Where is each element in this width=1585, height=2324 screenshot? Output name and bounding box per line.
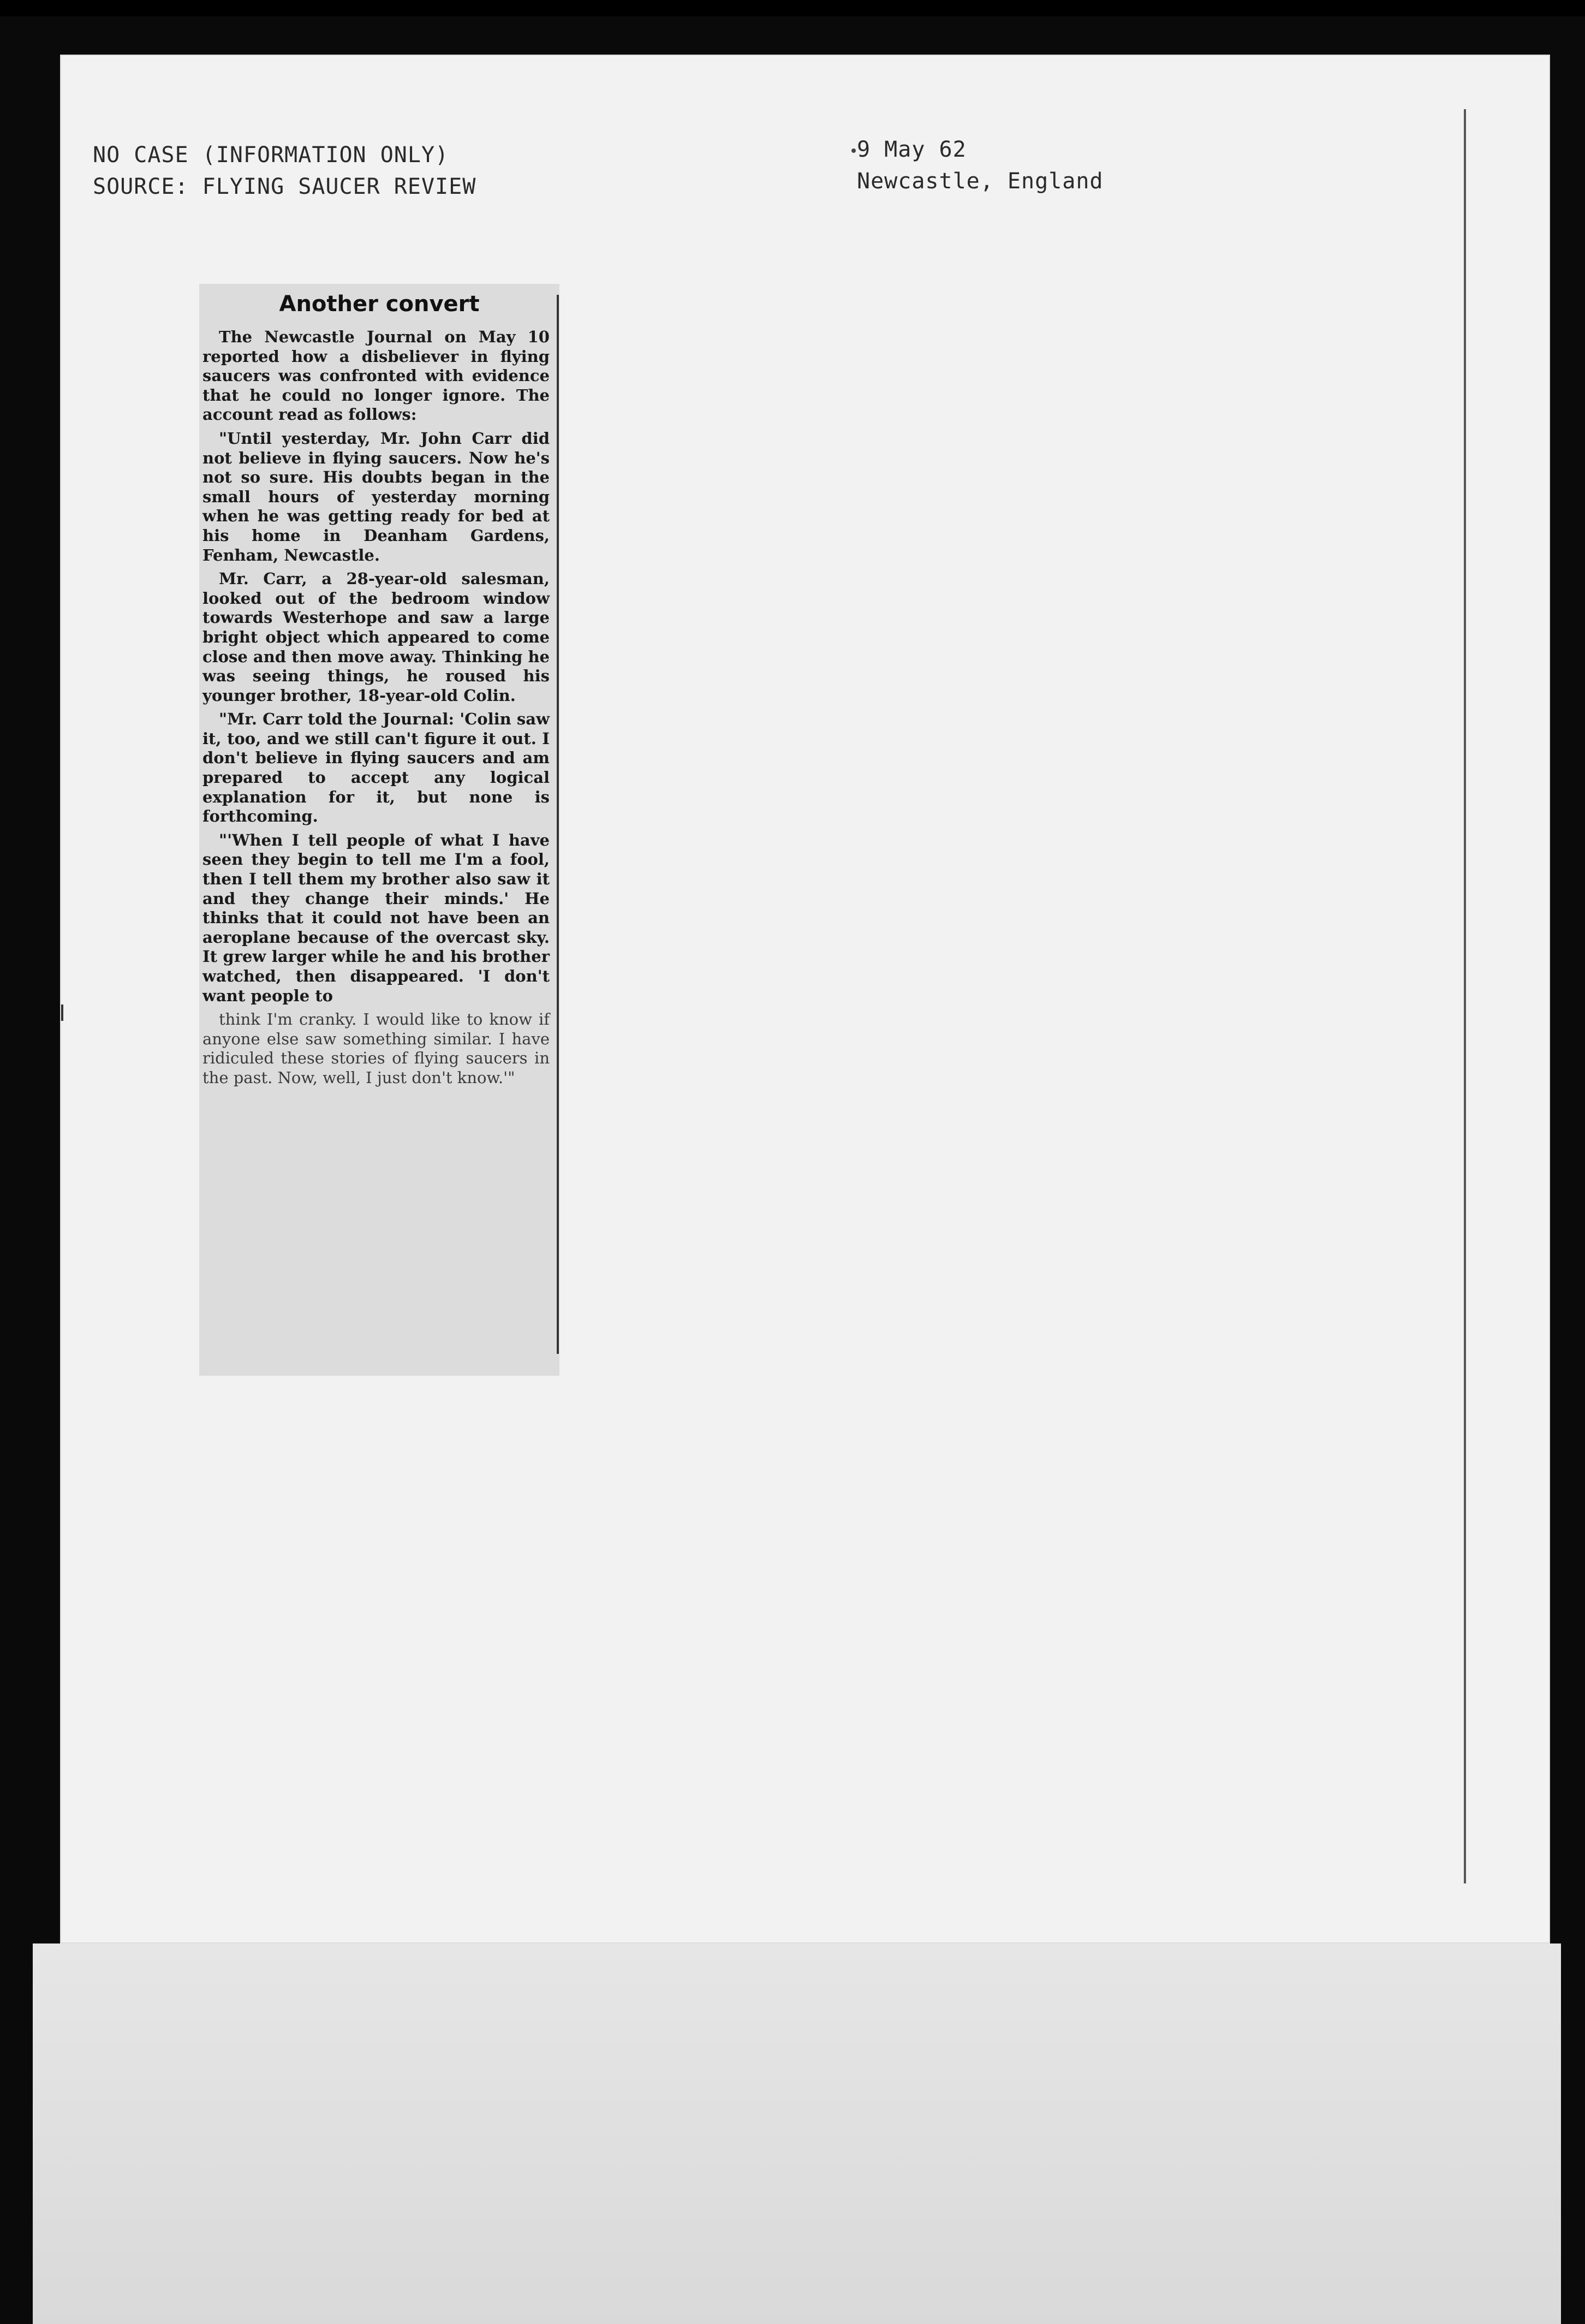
clipping-paragraph: Mr. Carr, a 28-year-old salesman, looked out of the bedroom window towards Westerhope and saw a large bright object which appeared to come close and then move away. Thinking he was seeing things, he roused his younger brother, 18-year-old Colin. [202, 569, 550, 705]
clipping-paragraph: The Newcastle Journal on May 10 reported how a disbeliever in flying saucers was confronted with evidence that he could no longer ignore. The account read as follows: [202, 328, 550, 424]
underlying-sheet [33, 1943, 1561, 2324]
case-header [93, 139, 476, 203]
page-edge-line [1464, 109, 1466, 1883]
scan-top-border [0, 0, 1585, 16]
clipping-body [202, 328, 550, 1092]
clipping-paragraph: "Until yesterday, Mr. John Carr did not believe in flying saucers. Now he's not so sure. His doubts began in the small hours of yesterday morning when he was getting ready for bed at his home in Deanham Gardens, Fenham, Newcastle. [202, 429, 550, 564]
date-location-header [857, 134, 1103, 197]
dot-mark [851, 148, 856, 153]
report-date: 9 May 62 [857, 137, 967, 162]
clipping-paragraph: think I'm cranky. I would like to know if anyone else saw something similar. I have ridiculed these stories of flying saucers in the past. Now, well, I just don't know.'" [202, 1010, 550, 1087]
clipping-paragraph: "'When I tell people of what I have seen they begin to tell me I'm a fool, then I tell them my brother also saw it and they change their minds.' He thinks that it could not have been an aeroplane because of the overcast sky. It grew larger while he and his brother watched, then disappeared. 'I don't want people to [202, 830, 550, 1005]
case-status-line: NO CASE (INFORMATION ONLY) [93, 142, 449, 168]
newspaper-clipping [199, 284, 559, 1376]
margin-mark [61, 1005, 63, 1021]
source-line: SOURCE: FLYING SAUCER REVIEW [93, 174, 476, 199]
report-location: Newcastle, England [857, 169, 1104, 194]
clipping-title: Another convert [279, 292, 480, 317]
clipping-paragraph: "Mr. Carr told the Journal: 'Colin saw it, too, and we still can't figure it out. I don't believe in flying saucers and am prepared to accept any logical explanation for it, but none is forthcoming. [202, 710, 550, 826]
clipping-edge [557, 295, 559, 1354]
